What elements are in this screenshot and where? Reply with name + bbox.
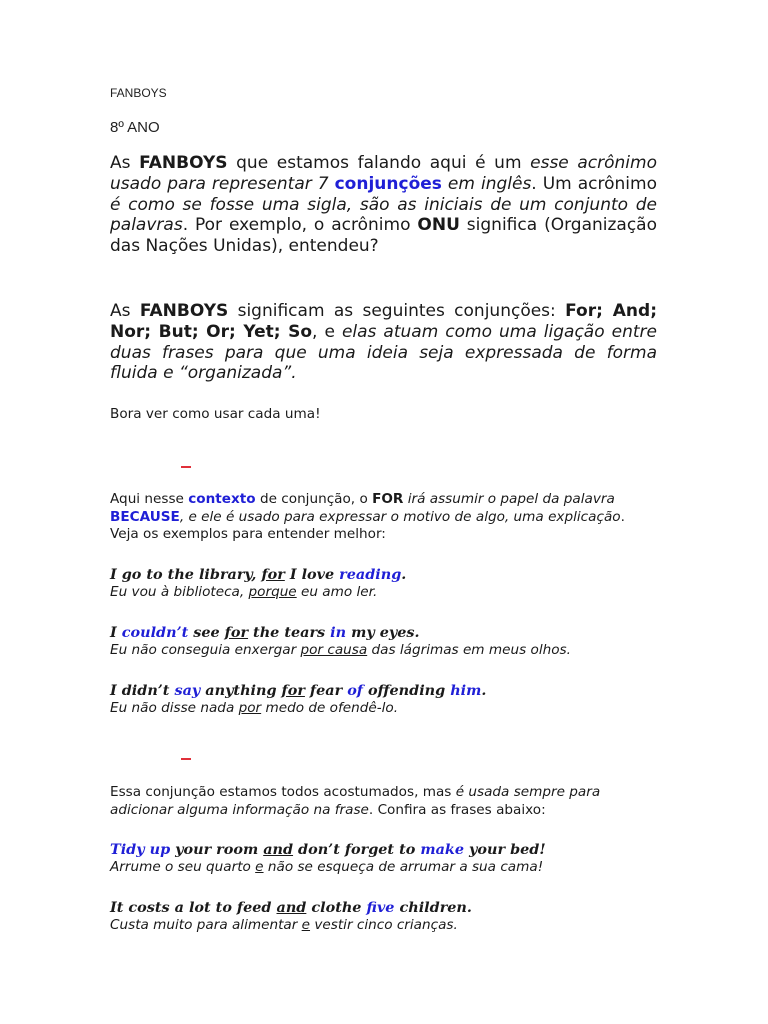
for-example-1 [110,566,657,601]
fanboys-term: FANBOYS [139,153,228,173]
text-span: your bed! [464,841,546,858]
text-span: eu amo ler. [296,583,378,600]
grade-label: 8º ANO [110,119,160,136]
text-span: . [481,682,487,699]
text-span: é usada sempre para adicionar alguma informação na frase [110,784,601,818]
highlight-word: say [174,682,201,699]
highlight-word: in [330,624,347,641]
text-span: significa (Organização das Nações Unidas), entendeu? [110,215,657,257]
text-span: de conjunção, o [255,491,373,507]
conjunction-word: for [224,624,249,641]
translated-conjunction: por [238,699,262,716]
conjunction-word: for [281,682,305,699]
example-portuguese [110,700,657,717]
and-example-2 [110,899,657,934]
highlight-word: five [366,899,395,916]
example-portuguese [110,917,657,934]
text-span: Essa conjunção estamos todos acostumados, mas [110,784,456,800]
text-span: see [188,624,225,641]
text-span: esse acrônimo usado para representar 7 [110,153,657,194]
text-span: não se esqueça de arrumar a sua cama! [263,858,544,875]
and-example-1 [110,841,657,876]
for-example-2 [110,624,657,659]
text-span: my eyes. [346,624,420,641]
conjunction-word: for [261,566,285,583]
highlight-word: him [450,682,482,699]
translated-conjunction: por causa [300,641,368,658]
translated-conjunction: e [255,858,264,875]
text-span: , e ele é usado para expressar o motivo de algo, uma explicação [179,508,621,525]
contexto-term: contexto [188,491,256,507]
example-portuguese [110,584,657,601]
example-english [110,566,657,584]
conjunction-list: For; And; Nor; But; Or; Yet; So [110,301,658,342]
conjunction-word: and [263,841,294,858]
section-heading-dash-for [181,466,191,468]
text-span: I [110,624,122,641]
for-example-3 [110,682,657,717]
text-span: As [110,153,140,173]
text-span: don’t forget to [293,841,421,858]
text-span: offending [363,682,451,699]
example-english [110,841,657,859]
text-span: Eu não disse nada [110,699,239,716]
text-span: das lágrimas em meus olhos. [367,641,571,658]
text-span: anything [200,682,282,699]
text-span: . Um acrônimo [531,173,657,194]
text-span: Aqui nesse [110,491,189,507]
text-span: vestir cinco crianças. [310,916,458,933]
and-explanation [110,784,657,819]
for-explanation [110,491,657,544]
text-span: . Confira as frases abaixo: [368,801,546,818]
text-span: It costs a lot to feed [110,899,277,916]
text-span: Eu não conseguia enxergar [110,641,301,658]
because-term: BECAUSE [110,508,180,525]
text-span: significam as seguintes conjunções: [228,301,566,321]
text-span: , e [312,321,342,342]
text-span: é como se fosse uma sigla, são as iniciais de um conjunto de palavras [110,194,657,236]
translated-conjunction: porque [248,583,297,600]
text-span: clothe [306,899,367,916]
text-span: em inglês [441,173,532,194]
text-span: fear [304,682,348,699]
text-span: medo de ofendê-lo. [261,699,399,716]
translated-conjunction: e [301,916,311,933]
highlight-word: couldn’t [121,624,189,641]
text-span: Custa muito para alimentar [110,916,302,933]
text-span: . [401,566,407,583]
text-span: the tears [248,624,331,641]
fanboys-term: FANBOYS [139,301,229,321]
text-span: children. [394,899,472,916]
text-span: I didn’t [110,682,175,699]
text-span: your room [170,841,264,858]
text-span: I go to the library, [110,566,262,583]
conjuncoes-term: conjunções [334,173,442,194]
for-term: FOR [372,491,404,507]
conjunction-word: and [276,899,307,916]
example-english [110,682,657,700]
text-span: Eu vou à biblioteca, [110,583,249,600]
text-span: . Veja os exemplos para entender melhor: [110,508,625,543]
text-span: elas atuam como uma ligação entre duas frases para que uma ideia seja expressada de forma fluida e “organizada”. [110,321,657,384]
example-portuguese [110,859,657,876]
intro-paragraph-meaning [110,301,657,384]
example-english [110,899,657,917]
bora-line: Bora ver como usar cada uma! [110,406,321,422]
text-span: que estamos falando aqui é um [227,153,531,173]
section-heading-dash-and [181,758,191,760]
text-span: Arrume o seu quarto [110,858,256,875]
text-span: As [110,301,140,321]
example-english [110,624,657,642]
intro-paragraph-acronym [110,153,657,257]
highlight-word: Tidy up [110,841,171,858]
text-span: . Por exemplo, o acrônimo [182,215,418,236]
example-portuguese [110,642,657,659]
text-span: irá assumir o papel da palavra [403,491,615,507]
highlight-word: reading [339,566,402,583]
onu-term: ONU [417,215,460,236]
document-title: FANBOYS [110,86,167,100]
highlight-word: of [347,682,363,699]
text-span: I love [284,566,340,583]
highlight-word: make [420,841,465,858]
